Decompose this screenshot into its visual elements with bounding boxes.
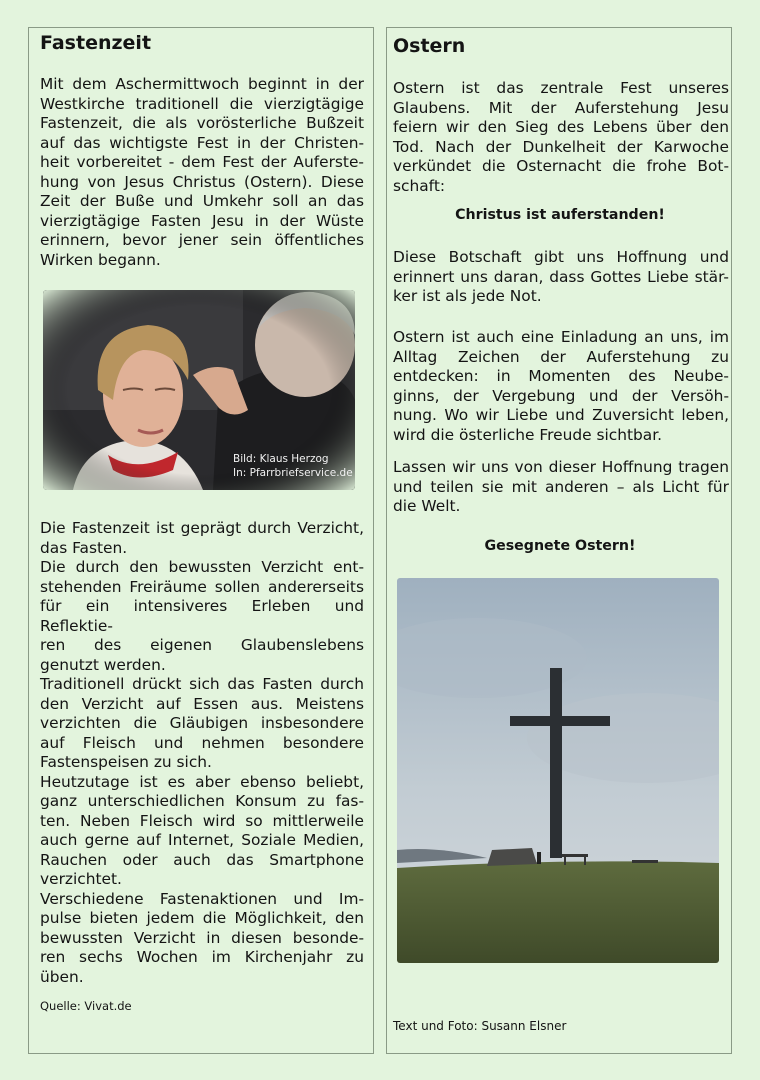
- text-line: stehenden Freiräume sollen andererseits: [40, 577, 364, 596]
- ostern-paragraph-1: [393, 79, 729, 196]
- ostern-paragraph-4: [393, 458, 729, 517]
- photo-credit-line2: In: Pfarrbriefservice.de: [233, 467, 353, 479]
- fastenzeit-column: [28, 27, 374, 1054]
- text-line: Ostern ist das zentrale Fest unseres: [393, 79, 729, 97]
- text-line: auf Fleisch und nehmen besondere: [40, 733, 364, 752]
- text-line: Fastenspeisen zu sich.: [40, 753, 212, 771]
- text-line: verzichten die Gläubigen insbesondere: [40, 714, 364, 732]
- text-line: den Verzicht auf Essen aus. Meistens: [40, 694, 364, 713]
- cross-on-hill-photo: [397, 578, 719, 963]
- text-line: vierzigtägige Fasten Jesu in der Wüste: [40, 211, 364, 230]
- text-line: Tod. Nach der Dunkelheit der Karwoche: [393, 137, 729, 156]
- text-line: schaft:: [393, 176, 446, 195]
- text-line: bewussten Verzicht in diesen besonde-: [40, 928, 364, 947]
- text-line: Mit dem Aschermittwoch beginnt in der: [40, 75, 364, 93]
- text-line: Heutzutage ist es aber ebenso beliebt,: [40, 772, 364, 791]
- text-line: entdecken: in Momenten des Neube-: [393, 367, 729, 385]
- text-line: das Fasten.: [40, 538, 128, 557]
- source-note: Quelle: Vivat.de: [40, 999, 132, 1013]
- text-line: Lassen wir uns von dieser Hoffnung tragen: [393, 458, 729, 476]
- text-line: wird die österliche Freude sichtbar.: [393, 425, 663, 444]
- text-line: hung von Jesus Christus (Ostern). Diese: [40, 172, 364, 191]
- ostern-title: Ostern: [393, 35, 466, 57]
- text-line: heit vorbereitet - dem Fest der Auferste-: [40, 153, 364, 171]
- text-line: Die Fastenzeit ist geprägt durch Verzicht,: [40, 519, 364, 537]
- text-line: erinnern, bevor jener sein öffentliches: [40, 231, 364, 249]
- text-line: Die durch den bewussten Verzicht ent-: [40, 558, 364, 576]
- text-line: ren sechs Wochen im Kirchenjahr zu: [40, 948, 364, 966]
- text-foto-credit: Text und Foto: Susann Elsner: [393, 1019, 567, 1033]
- text-line: Zeit der Buße und Umkehr soll an das: [40, 192, 364, 210]
- text-line: verzichtet.: [40, 870, 122, 888]
- text-line: feiern wir den Sieg des Lebens über den: [393, 118, 729, 136]
- text-line: Verschiedene Fastenaktionen und Im-: [40, 889, 364, 908]
- text-line: und teilen sie mit anderen – als Licht für: [393, 477, 729, 496]
- text-line: ren des eigenen Glaubenslebens: [40, 636, 364, 654]
- text-line: ginns, der Vergebung und der Versöh-: [393, 386, 729, 405]
- ostern-paragraph-2: [393, 248, 729, 307]
- text-line: ten. Neben Fleisch wird so mittlerweile: [40, 811, 364, 830]
- text-line: Traditionell drückt sich das Fasten durch: [40, 675, 364, 693]
- text-line: die Welt.: [393, 497, 461, 515]
- text-line: Rauchen oder auch das Smartphone: [40, 850, 364, 869]
- text-line: ganz unterschiedlichen Konsum zu fas-: [40, 792, 364, 810]
- text-line: Diese Botschaft gibt uns Hoffnung und: [393, 248, 729, 266]
- text-line: verkündet die Osternacht die frohe Bot-: [393, 157, 729, 175]
- ostern-column: [386, 27, 732, 1054]
- fastenzeit-body: [40, 519, 364, 987]
- text-line: auch gerne auf Internet, Soziale Medien,: [40, 831, 364, 849]
- text-line: erinnert uns daran, dass Gottes Liebe stär-: [393, 267, 729, 286]
- text-line: auf das wichtigste Fest in der Christen-: [40, 133, 364, 152]
- text-line: Fastenzeit, die als vorösterliche Bußzeit: [40, 114, 364, 132]
- highlight-christus: Christus ist auferstanden!: [455, 207, 665, 223]
- text-line: ker ist als jede Not.: [393, 287, 542, 305]
- text-line: Westkirche traditionell die vierzigtägige: [40, 94, 364, 113]
- text-line: üben.: [40, 967, 84, 986]
- text-line: Wirken begann.: [40, 250, 161, 269]
- fastenzeit-title: Fastenzeit: [40, 32, 152, 54]
- text-line: Glaubens. Mit der Auferstehung Jesu: [393, 98, 729, 117]
- ostern-paragraph-3: [393, 328, 729, 445]
- ash-wednesday-photo: [43, 290, 355, 490]
- text-line: pulse bieten jedem die Möglichkeit, den: [40, 909, 364, 927]
- photo-credit-line1: Bild: Klaus Herzog: [233, 453, 329, 465]
- text-line: genutzt werden.: [40, 655, 166, 674]
- text-line: für ein intensiveres Erleben und Reflektie-: [40, 597, 364, 635]
- greeting: Gesegnete Ostern!: [484, 538, 636, 554]
- text-line: Ostern ist auch eine Einladung an uns, im: [393, 328, 729, 346]
- text-line: nung. Wo wir Liebe und Zuversicht leben,: [393, 406, 729, 424]
- fastenzeit-intro: [40, 75, 364, 270]
- text-line: Alltag Zeichen der Auferstehung zu: [393, 347, 729, 366]
